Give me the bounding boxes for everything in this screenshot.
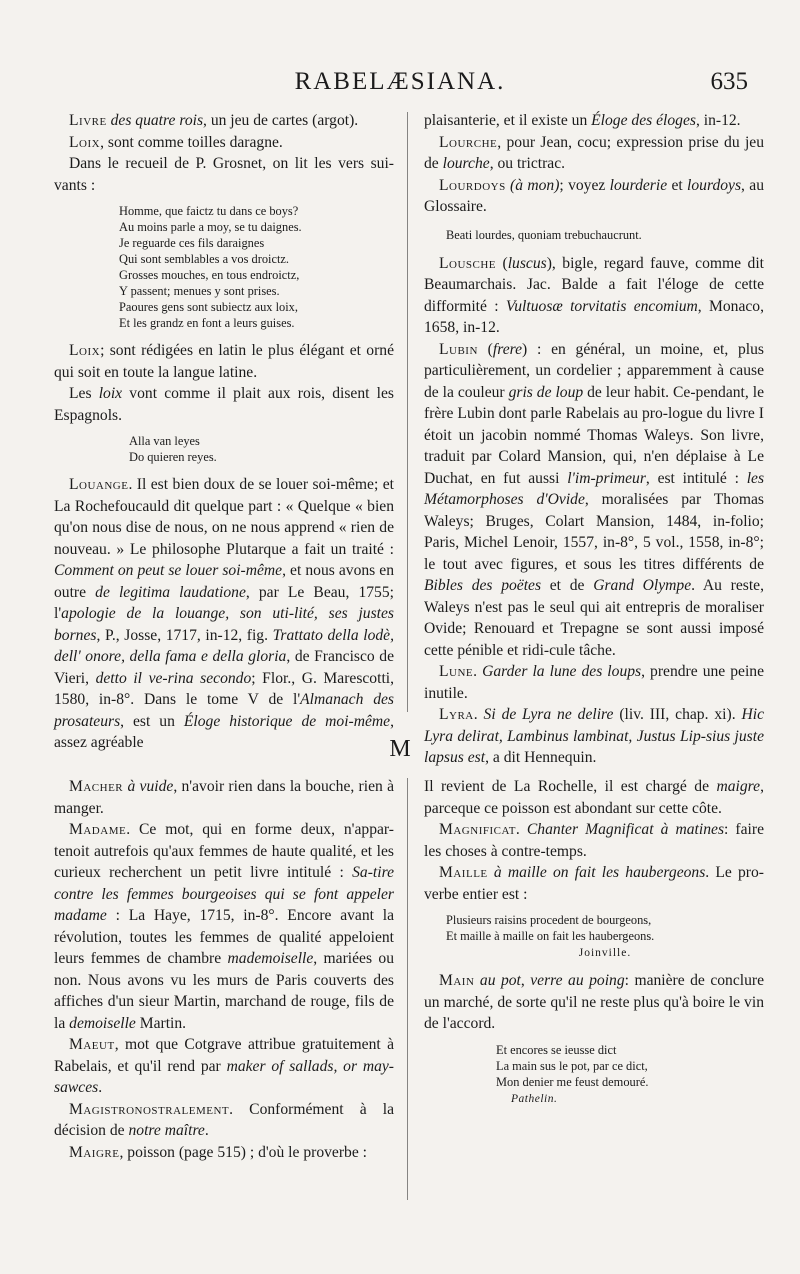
entry-magnificat: Magnificat. Chanter Magnificat à matines: faire les choses à contre-temps. xyxy=(424,821,764,860)
entry-loix: Loix, sont comme toilles daragne. xyxy=(69,133,283,151)
lower-right-column xyxy=(424,776,764,1116)
running-title: RABELÆSIANA. xyxy=(294,68,506,95)
entry-louange: Louange. Il est bien doux de se louer soi-même; et La Rochefoucauld dit quelque part : « Quelque « bien qu'on nous dise de nous, on ne nous apprend « rien de nouveau. » Le philosophe Plutarque a fait un traité : Comment on peut se louer soi-même, et nous avons en outre de legitima laudatione, par Le Beau, 1755; l'apologie de la louange, son uti-lité, ses justes bornes, P., Josse, 1717, in-12, fig. Trattato della lodè, dell' onore, della fama e della gloria, de Francisco de Vieri, detto il ve-rina secondo; Flor., G. Marescotti, 1580, in-8°. Dans le tome V de l'Almanach des prosateurs, est un Éloge historique de moi-même, assez agréable xyxy=(54,476,395,751)
verse-quote: Et encores se ieusse dict La main sus le pot, par ce dict, Mon denier me feust demouré. Pathelin. xyxy=(424,1042,764,1107)
column-divider xyxy=(407,112,408,712)
entry-head: Lyra xyxy=(439,706,474,723)
entry-head: Livre xyxy=(69,112,107,129)
entry-head: Maigre xyxy=(69,1143,120,1161)
entry-head: Magistronostralement xyxy=(69,1100,230,1118)
quote-attribution: Pathelin. xyxy=(511,1092,558,1105)
section-letter: M xyxy=(389,736,411,762)
entry-head: Loix xyxy=(69,133,101,151)
entry-paragraph: Les loix vont comme il plait aux rois, disent les Espagnols. xyxy=(54,385,394,424)
page-header xyxy=(0,68,800,98)
entry-head: Magnificat xyxy=(439,821,516,838)
page-number: 635 xyxy=(710,68,748,95)
entry-lubin: Lubin (frere) : en général, un moine, et, plus particulièrement, un cordelier ; apparemment à cause de la couleur gris de loup de leur habit. Ce-pendant, le frère Lubin dont parle Rabelais au pro-logue du livre I étoit un jacobin nommé Thomas Waleys. Son livre, traduit par Colard Mansion, qui, n'en déplaise à Le Duchat, en fut aussi l'im-primeur, est intitulé : les Métamorphoses d'Ovide, moralisées par Thomas Waleys; Bruges, Colart Mansion, 1484, in-folio; Paris, Michel Lenoir, 1557, in-8°, 5 vol., 1558, in-8°; le tout avec figures, et sous les titres différents de Bibles des poëtes et de Grand Olympe. Au reste, Waleys n'est pas le seul qui ait entrepris de moraliser Ovide; Renouard et Trepagne se sont aussi imposé cette pénible et ridi-cule tâche. xyxy=(424,340,765,659)
lower-left-column xyxy=(54,776,394,1163)
entry-lune: Lune. Garder la lune des loups, prendre une peine inutile. xyxy=(424,663,765,702)
entry-lousche: Lousche (luscus), bigle, regard fauve, comme dit Beaumarchais. Jac. Balde a fait l'éloge de cette difformité : Vultuosæ torvitatis encomium, Monaco, 1658, in-12. xyxy=(424,254,765,336)
upper-right-column xyxy=(424,110,764,769)
entry-livre: Livre des quatre rois, un jeu de cartes (argot). xyxy=(69,112,359,129)
entry-head: Lousche xyxy=(439,254,497,272)
entry-paragraph: Dans le recueil de P. Grosnet, on lit les vers sui-vants : xyxy=(54,155,394,194)
prose-quote: Beati lourdes, quoniam trebuchaucrunt. xyxy=(446,227,642,242)
entry-continuation: Il revient de La Rochelle, il est chargé de maigre, parceque ce poisson est abondant sur cette côte. xyxy=(424,778,764,817)
quote-attribution: Joinville. xyxy=(578,947,632,959)
verse-quote: Homme, que faictz tu dans ce boys? Au moins parle a moy, se tu daignes. Je reguarde ces fils daraignes Qui sont semblables a vos droictz. Grosses mouches, en tous endroictz, Y passent; menues y sont prises. Paoures gens sont subiectz aux loix, Et les grandz en font a leurs guises. xyxy=(119,204,302,330)
entry-head: Madame xyxy=(69,821,127,838)
entry-head: Lourche xyxy=(439,133,498,151)
entry-head: Lourdoys xyxy=(439,176,506,194)
entry-loix-2: Loix; sont rédigées en latin le plus élégant et orné qui soit en toute la langue latine. xyxy=(54,342,394,381)
verse-quote: Plusieurs raisins procedent de bourgeons, Et maille à maille on fait les haubergeons. Joinville. xyxy=(424,912,764,961)
entry-madame: Madame. Ce mot, qui en forme deux, n'appar-tenoit autrefois qu'aux femmes de haute qualité, et les curieux recherchent un petit livre intitulé : Sa-tire contre les femmes bourgeoises qui se font appeler madame : La Haye, 1715, in-8°. Encore avant la révolution, toutes les femmes de qualité appeloient leurs femmes de chambre mademoiselle, mariées ou non. Nous avons vu les murs de Paris couverts des affiches d'un sieur Martin, marchand de rouge, fils de la demoiselle Martin. xyxy=(54,821,394,1032)
verse-quote: Alla van leyes Do quieren reyes. xyxy=(129,434,217,464)
entry-head: Louange xyxy=(69,476,129,493)
upper-left-column xyxy=(54,110,394,754)
entry-head: Macher xyxy=(69,778,124,795)
entry-maeut: Maeut, mot que Cotgrave attribue gratuitement à Rabelais, et qu'il rend par maker of sallads, or may-sawces. xyxy=(54,1036,395,1096)
entry-macher: Macher à vuide, n'avoir rien dans la bouche, rien à manger. xyxy=(54,778,395,817)
entry-head: Maille xyxy=(439,864,488,881)
entry-lourche: Lourche, pour Jean, cocu; expression prise du jeu de lourche, ou trictrac. xyxy=(424,133,764,172)
entry-head: Maeut xyxy=(69,1036,115,1053)
entry-maigre: Maigre, poisson (page 515) ; d'où le proverbe : xyxy=(69,1143,367,1161)
entry-head: Loix xyxy=(69,342,101,359)
entry-head: Lubin xyxy=(439,340,478,358)
entry-magistronostralement: Magistronostralement. Conformément à la décision de notre maître. xyxy=(54,1100,394,1139)
entry-maille: Maille à maille on fait les haubergeons. Le pro-verbe entier est : xyxy=(424,864,764,903)
entry-lourdoys: Lourdoys (à mon); voyez lourderie et lourdoys, au Glossaire. xyxy=(424,176,764,215)
entry-continuation: plaisanterie, et il existe un Éloge des éloges, in-12. xyxy=(424,112,741,129)
entry-main: Main au pot, verre au poing: manière de conclure un marché, de sorte qu'il ne reste plus qu'à boire le vin de l'accord. xyxy=(424,972,764,1032)
entry-head: Lune xyxy=(439,663,474,680)
entry-lyra: Lyra. Si de Lyra ne delire (liv. III, chap. xi). Hic Lyra delirat, Lambinus lambinat, Justus Lip-sius juste lapsus est, a dit Hennequin. xyxy=(424,706,765,766)
column-divider xyxy=(407,778,408,1200)
entry-head: Main xyxy=(439,972,475,989)
